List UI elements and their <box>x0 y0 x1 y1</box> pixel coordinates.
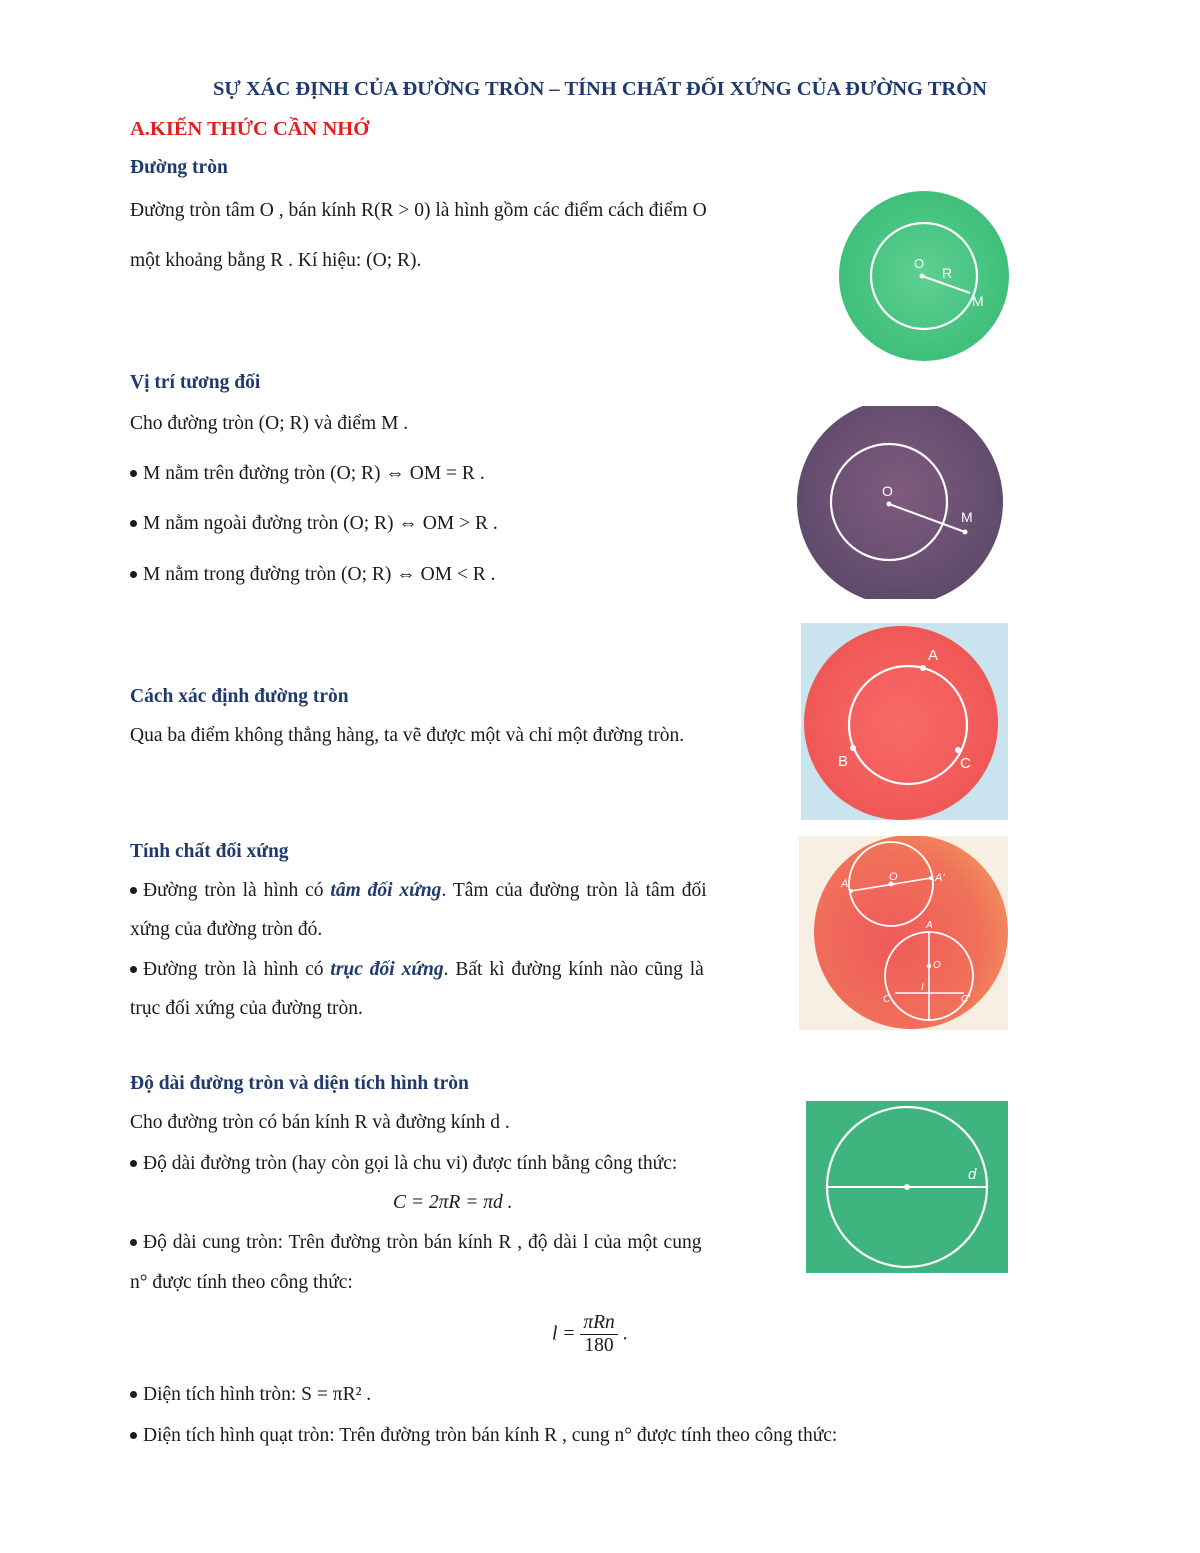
figure-circle-point-m <box>793 406 1008 599</box>
area-circle-bullet: Diện tích hình tròn: S = πR² . <box>130 1384 371 1406</box>
label-o: O <box>882 483 893 499</box>
label-m: M <box>961 509 973 525</box>
figure-circle-radius <box>838 190 1010 362</box>
heading-vi-tri-tuong-doi: Vị trí tương đối <box>130 372 261 393</box>
relative-intro: Cho đường tròn (O; R) và điểm M . <box>130 413 409 434</box>
bullet-icon <box>130 887 137 894</box>
definition-line-1: Đường tròn tâm O , bán kính R(R > 0) là hình gồm các điểm cách điểm O <box>130 200 707 221</box>
label-m: M <box>972 293 984 309</box>
section-a-heading: A.KIẾN THỨC CẦN NHỚ <box>130 118 370 140</box>
bullet-icon <box>130 1239 137 1246</box>
label-o-lower: O <box>933 960 941 971</box>
definition-line-2: một khoảng bằng R . Kí hiệu: (O; R). <box>130 250 422 271</box>
fraction: $\frac{\text{πRn}}{180}$ <box>580 1312 617 1357</box>
label-a-top: A <box>926 920 933 931</box>
label-i: I <box>921 982 924 993</box>
symmetry-center-line-2: xứng của đường tròn đó. <box>130 919 323 940</box>
relative-bullet-on: M nằm trên đường tròn (O; R) ⇔ OM = R . <box>130 463 485 485</box>
area-sector-bullet: Diện tích hình quạt tròn: Trên đường tròn bán kính R , cung n° được tính theo công thức: <box>130 1425 837 1447</box>
page-title: SỰ XÁC ĐỊNH CỦA ĐƯỜNG TRÒN – TÍNH CHẤT ĐỐI XỨNG CỦA ĐƯỜNG TRÒN <box>213 78 987 100</box>
label-o: O <box>914 256 925 271</box>
length-area-intro: Cho đường tròn có bán kính R và đường kính d . <box>130 1112 510 1133</box>
relative-bullet-outside: M nằm ngoài đường tròn (O; R) ⇔ OM > R . <box>130 513 498 535</box>
symmetry-center-line-1: Đường tròn là hình có tâm đối xứng. Tâm của đường tròn là tâm đối <box>130 880 707 902</box>
arc-length-formula: l = $\frac{\text{πRn}}{180}$ . <box>552 1312 628 1356</box>
label-b: B <box>838 753 849 770</box>
bullet-icon <box>130 1432 137 1439</box>
three-points-rule: Qua ba điểm không thẳng hàng, ta vẽ được một và chỉ một đường tròn. <box>130 725 685 746</box>
symmetry-axis-line-2: trục đối xứng của đường tròn. <box>130 998 363 1019</box>
bullet-icon <box>130 470 137 477</box>
bullet-icon <box>130 966 137 973</box>
circumference-bullet: Độ dài đường tròn (hay còn gọi là chu vi) được tính bằng công thức: <box>130 1153 677 1175</box>
heading-do-dai-dien-tich: Độ dài đường tròn và diện tích hình tròn <box>130 1073 469 1094</box>
label-d: d <box>968 1166 977 1183</box>
label-o: O <box>889 871 898 883</box>
heading-tinh-chat-doi-xung: Tính chất đối xứng <box>130 841 289 862</box>
circumference-formula: C = 2πR = πd . <box>393 1192 513 1213</box>
relative-bullet-inside: M nằm trong đường tròn (O; R) ⇔ OM < R . <box>130 564 496 586</box>
label-c-prime: C' <box>961 994 971 1005</box>
bullet-icon <box>130 520 137 527</box>
label-a: A <box>928 647 939 664</box>
label-c: C <box>883 994 891 1005</box>
figure-symmetry <box>799 836 1008 1030</box>
figure-circle-diameter <box>806 1101 1008 1273</box>
heading-cach-xac-dinh: Cách xác định đường tròn <box>130 686 349 707</box>
bullet-icon <box>130 1391 137 1398</box>
heading-duong-tron: Đường tròn <box>130 157 228 178</box>
label-a: A <box>841 878 849 890</box>
figure-circle-three-points <box>801 623 1008 820</box>
label-a-prime: A' <box>935 872 945 884</box>
label-c: C <box>960 755 971 772</box>
symmetry-axis-line-1: Đường tròn là hình có trục đối xứng. Bất kì đường kính nào cũng là <box>130 959 704 981</box>
bullet-icon <box>130 1160 137 1167</box>
bullet-icon <box>130 571 137 578</box>
arc-length-bullet-line-2: n° được tính theo công thức: <box>130 1272 353 1293</box>
label-r: R <box>942 265 953 281</box>
arc-length-bullet-line-1: Độ dài cung tròn: Trên đường tròn bán kính R , độ dài l của một cung <box>130 1232 701 1254</box>
